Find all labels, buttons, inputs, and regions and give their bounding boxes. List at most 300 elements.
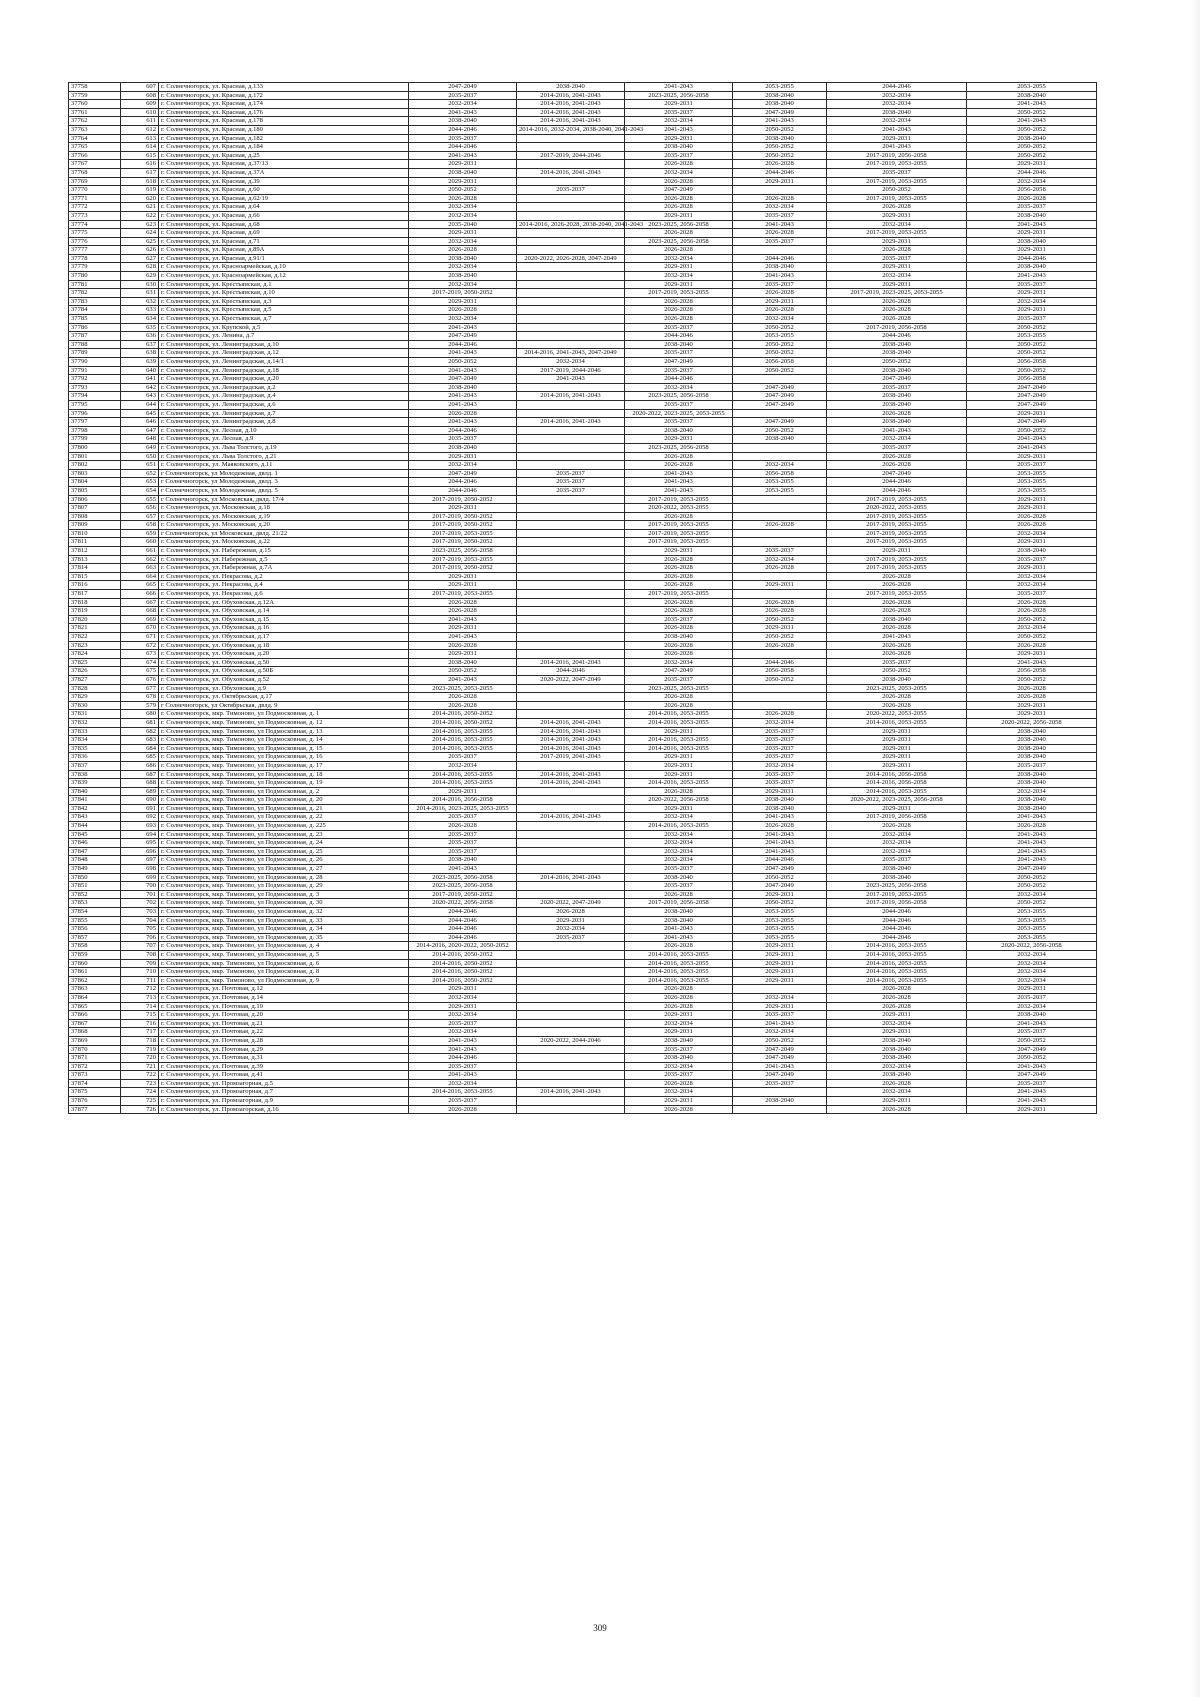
period-cell-6: 2041-2043: [967, 658, 1097, 667]
period-cell-3: 2026-2028: [625, 641, 733, 650]
period-cell-3: 2023-2025, 2056-2058: [625, 392, 733, 401]
period-cell-4: [733, 701, 827, 710]
table-row: [69, 1079, 1097, 1088]
number-cell: 617: [121, 168, 159, 177]
period-cell-5: 2026-2028: [827, 315, 967, 324]
address-cell: г. Солнечногорск, ул. Московская, д.19: [159, 512, 409, 521]
period-cell-4: 2041-2043: [733, 847, 827, 856]
period-cell-1: 2041-2043: [409, 1071, 517, 1080]
number-cell: 637: [121, 340, 159, 349]
period-cell-6: 2032-2034: [967, 787, 1097, 796]
period-cell-6: 2026-2028: [967, 693, 1097, 702]
period-cell-1: 2014-2016, 2053-2055: [409, 744, 517, 753]
period-cell-2: 2014-2016, 2041-2043: [517, 873, 625, 882]
period-cell-3: 2014-2016, 2053-2055: [625, 710, 733, 719]
period-cell-6: 2038-2040: [967, 744, 1097, 753]
period-cell-2: [517, 547, 625, 556]
period-cell-6: 2038-2040: [967, 804, 1097, 813]
period-cell-5: 2017-2019, 2053-2055: [827, 495, 967, 504]
period-cell-5: 2032-2034: [827, 272, 967, 281]
period-cell-5: 2029-2031: [827, 280, 967, 289]
number-cell: 699: [121, 873, 159, 882]
period-cell-4: 2038-2040: [733, 1097, 827, 1106]
table-row: [69, 211, 1097, 220]
number-cell: 687: [121, 770, 159, 779]
table-row: [69, 933, 1097, 942]
period-cell-5: 2026-2028: [827, 985, 967, 994]
period-cell-3: 2029-2031: [625, 435, 733, 444]
table-row: [69, 787, 1097, 796]
period-cell-4: [733, 650, 827, 659]
number-cell: 610: [121, 108, 159, 117]
object-id-cell: 37761: [69, 108, 121, 117]
period-cell-2: [517, 822, 625, 831]
table-row: [69, 443, 1097, 452]
period-cell-2: [517, 572, 625, 581]
period-cell-3: 2014-2016, 2053-2055: [625, 968, 733, 977]
table-row: [69, 684, 1097, 693]
number-cell: 709: [121, 959, 159, 968]
number-cell: 654: [121, 486, 159, 495]
object-id-cell: 37851: [69, 882, 121, 891]
period-cell-2: [517, 237, 625, 246]
period-cell-1: 2050-2052: [409, 358, 517, 367]
table-row: [69, 100, 1097, 109]
period-cell-2: [517, 409, 625, 418]
address-cell: г. Солнечногорск, ул. Красная, д.174: [159, 100, 409, 109]
period-cell-6: 2041-2043: [967, 856, 1097, 865]
period-cell-5: 2029-2031: [827, 727, 967, 736]
period-cell-5: 2017-2019, 2053-2055: [827, 564, 967, 573]
address-cell: г. Солнечногорск, ул. Набережная, д.7А: [159, 564, 409, 573]
address-cell: г. Солнечногорск, мкр. Тимоново, ул Подмосковная, д. 5: [159, 950, 409, 959]
period-cell-4: 2050-2052: [733, 615, 827, 624]
table-row: [69, 555, 1097, 564]
period-cell-6: 2029-2031: [967, 985, 1097, 994]
number-cell: 638: [121, 349, 159, 358]
table-row: [69, 976, 1097, 985]
number-cell: 725: [121, 1097, 159, 1106]
period-cell-1: 2032-2034: [409, 1011, 517, 1020]
table-row: [69, 469, 1097, 478]
number-cell: 612: [121, 125, 159, 134]
period-cell-1: 2035-2040: [409, 220, 517, 229]
table-row: [69, 504, 1097, 513]
period-cell-6: 2053-2055: [967, 332, 1097, 341]
period-cell-6: 2029-2031: [967, 289, 1097, 298]
period-cell-2: [517, 1105, 625, 1114]
object-id-cell: 37864: [69, 993, 121, 1002]
period-cell-4: 2035-2037: [733, 736, 827, 745]
period-cell-1: 2026-2028: [409, 607, 517, 616]
number-cell: 658: [121, 521, 159, 530]
period-cell-5: 2029-2031: [827, 804, 967, 813]
period-cell-3: 2026-2028: [625, 1105, 733, 1114]
table-row: [69, 753, 1097, 762]
table-row: [69, 478, 1097, 487]
period-cell-1: 2041-2043: [409, 418, 517, 427]
table-row: [69, 993, 1097, 1002]
period-cell-5: 2017-2019, 2056-2058: [827, 813, 967, 822]
object-id-cell: 37779: [69, 263, 121, 272]
object-id-cell: 37778: [69, 254, 121, 263]
object-id-cell: 37785: [69, 315, 121, 324]
period-cell-5: 2026-2028: [827, 693, 967, 702]
period-cell-6: 2044-2046: [967, 254, 1097, 263]
table-row: [69, 701, 1097, 710]
period-cell-3: 2026-2028: [625, 315, 733, 324]
address-cell: г Солнечногорск, ул Молодежная, двлд. 1: [159, 469, 409, 478]
address-cell: г. Солнечногорск, ул. Почтовая, д.22: [159, 1028, 409, 1037]
period-cell-5: 2017-2019, 2053-2055: [827, 194, 967, 203]
period-cell-2: [517, 443, 625, 452]
period-cell-6: 2035-2037: [967, 203, 1097, 212]
number-cell: 716: [121, 1019, 159, 1028]
period-cell-1: 2029-2031: [409, 160, 517, 169]
table-row: [69, 908, 1097, 917]
period-cell-2: 2014-2016, 2041-2043: [517, 736, 625, 745]
period-cell-5: 2035-2037: [827, 443, 967, 452]
period-cell-5: 2029-2031: [827, 263, 967, 272]
object-id-cell: 37819: [69, 607, 121, 616]
object-id-cell: 37782: [69, 289, 121, 298]
period-cell-2: [517, 1079, 625, 1088]
period-cell-3: 2044-2046: [625, 332, 733, 341]
number-cell: 628: [121, 263, 159, 272]
number-cell: 664: [121, 572, 159, 581]
number-cell: 704: [121, 916, 159, 925]
period-cell-1: 2029-2031: [409, 581, 517, 590]
period-cell-2: 2032-2034: [517, 358, 625, 367]
object-id-cell: 37802: [69, 461, 121, 470]
period-cell-5: 2032-2034: [827, 1062, 967, 1071]
period-cell-3: 2032-2034: [625, 839, 733, 848]
address-cell: г. Солнечногорск, ул. Красная, д.133: [159, 83, 409, 92]
period-cell-5: 2026-2028: [827, 306, 967, 315]
number-cell: 661: [121, 547, 159, 556]
period-cell-3: 2029-2031: [625, 280, 733, 289]
period-cell-1: 2014-2016, 2050-2052: [409, 976, 517, 985]
period-cell-6: 2050-2052: [967, 882, 1097, 891]
object-id-cell: 37835: [69, 744, 121, 753]
period-cell-1: 2041-2043: [409, 615, 517, 624]
period-cell-6: 2047-2049: [967, 383, 1097, 392]
object-id-cell: 37877: [69, 1105, 121, 1114]
object-id-cell: 37806: [69, 495, 121, 504]
address-cell: г. Солнечногорск, ул. Красная, д.172: [159, 91, 409, 100]
period-cell-6: 2050-2052: [967, 340, 1097, 349]
period-cell-4: [733, 538, 827, 547]
period-cell-1: 2044-2046: [409, 478, 517, 487]
period-cell-5: 2047-2049: [827, 375, 967, 384]
table-row: [69, 796, 1097, 805]
period-cell-6: 2032-2034: [967, 529, 1097, 538]
period-cell-5: 2038-2040: [827, 1036, 967, 1045]
period-cell-6: 2041-2043: [967, 1097, 1097, 1106]
period-cell-2: [517, 521, 625, 530]
period-cell-6: 2029-2031: [967, 701, 1097, 710]
number-cell: 691: [121, 804, 159, 813]
period-cell-3: 2044-2046: [625, 375, 733, 384]
object-id-cell: 37798: [69, 426, 121, 435]
period-cell-1: 2044-2046: [409, 486, 517, 495]
table-row: [69, 254, 1097, 263]
period-cell-6: 2035-2037: [967, 280, 1097, 289]
table-row: [69, 624, 1097, 633]
object-id-cell: 37768: [69, 168, 121, 177]
period-cell-5: 2029-2031: [827, 211, 967, 220]
table-row: [69, 942, 1097, 951]
address-cell: г. Солнечногорск, ул. Крестьянская, д.10: [159, 289, 409, 298]
table-row: [69, 633, 1097, 642]
period-cell-1: 2038-2040: [409, 383, 517, 392]
table-row: [69, 349, 1097, 358]
table-row: [69, 658, 1097, 667]
table-row: [69, 194, 1097, 203]
period-cell-4: 2035-2037: [733, 744, 827, 753]
address-cell: г. Солнечногорск, мкр. Тимоново, ул Подмосковная, д. 27: [159, 865, 409, 874]
object-id-cell: 37774: [69, 220, 121, 229]
period-cell-6: 2032-2034: [967, 950, 1097, 959]
period-cell-4: 2053-2055: [733, 478, 827, 487]
period-cell-3: 2026-2028: [625, 701, 733, 710]
address-cell: г. Солнечногорск, ул. Красная, д.66: [159, 211, 409, 220]
object-id-cell: 37833: [69, 727, 121, 736]
address-cell: г. Солнечногорск, ул. Обуховская, д.14: [159, 607, 409, 616]
object-id-cell: 37764: [69, 134, 121, 143]
object-id-cell: 37770: [69, 186, 121, 195]
period-cell-2: [517, 555, 625, 564]
period-cell-2: 2014-2016, 2041-2043: [517, 168, 625, 177]
period-cell-5: 2017-2019, 2053-2055: [827, 890, 967, 899]
period-cell-6: 2050-2052: [967, 1036, 1097, 1045]
period-cell-3: 2035-2037: [625, 349, 733, 358]
period-cell-5: 2044-2046: [827, 925, 967, 934]
address-cell: г. Солнечногорск, ул. Красная, д.37А: [159, 168, 409, 177]
period-cell-5: 2044-2046: [827, 83, 967, 92]
table-row: [69, 151, 1097, 160]
period-cell-5: 2017-2019, 2056-2058: [827, 899, 967, 908]
period-cell-2: [517, 1097, 625, 1106]
period-cell-4: 2032-2034: [733, 718, 827, 727]
period-cell-6: 2020-2022, 2056-2058: [967, 942, 1097, 951]
period-cell-2: 2020-2022, 2044-2046: [517, 1036, 625, 1045]
object-id-cell: 37858: [69, 942, 121, 951]
period-cell-4: 2029-2031: [733, 297, 827, 306]
number-cell: 611: [121, 117, 159, 126]
period-cell-1: 2014-2016, 2053-2055: [409, 770, 517, 779]
number-cell: 700: [121, 882, 159, 891]
period-cell-6: 2038-2040: [967, 237, 1097, 246]
number-cell: 686: [121, 761, 159, 770]
address-cell: г. Солнечногорск, ул. Красная, д.89А: [159, 246, 409, 255]
period-cell-3: 2026-2028: [625, 985, 733, 994]
period-cell-1: 2047-2049: [409, 83, 517, 92]
address-cell: г. Солнечногорск, мкр. Тимоново, ул Подмосковная, д. 2: [159, 787, 409, 796]
period-cell-5: 2044-2046: [827, 332, 967, 341]
table-row: [69, 186, 1097, 195]
number-cell: 711: [121, 976, 159, 985]
period-cell-5: 2041-2043: [827, 426, 967, 435]
period-cell-1: 2032-2034: [409, 461, 517, 470]
number-cell: 647: [121, 426, 159, 435]
period-cell-2: [517, 693, 625, 702]
period-cell-4: 2032-2034: [733, 461, 827, 470]
number-cell: 713: [121, 993, 159, 1002]
address-cell: г. Солнечногорск, ул. Почтовая, д.21: [159, 1019, 409, 1028]
number-cell: 710: [121, 968, 159, 977]
period-cell-1: 2032-2034: [409, 211, 517, 220]
address-cell: г Солнечногорск, ул Молодежная, двлд. 5: [159, 486, 409, 495]
period-cell-6: 2035-2037: [967, 993, 1097, 1002]
period-cell-1: 2035-2037: [409, 847, 517, 856]
period-cell-6: 2050-2052: [967, 1054, 1097, 1063]
period-cell-1: 2035-2037: [409, 753, 517, 762]
period-cell-6: 2050-2052: [967, 143, 1097, 152]
period-cell-2: [517, 839, 625, 848]
period-cell-3: 2032-2034: [625, 847, 733, 856]
table-row: [69, 272, 1097, 281]
number-cell: 608: [121, 91, 159, 100]
period-cell-4: 2041-2043: [733, 272, 827, 281]
period-cell-5: 2032-2034: [827, 100, 967, 109]
period-cell-4: 2044-2046: [733, 856, 827, 865]
period-cell-5: 2026-2028: [827, 650, 967, 659]
period-cell-1: 2044-2046: [409, 908, 517, 917]
object-id-cell: 37840: [69, 787, 121, 796]
object-id-cell: 37792: [69, 375, 121, 384]
address-cell: г. Солнечногорск, ул. Красная, д.180: [159, 125, 409, 134]
period-cell-6: 2029-2031: [967, 229, 1097, 238]
period-cell-4: 2050-2052: [733, 899, 827, 908]
period-cell-1: 2026-2028: [409, 641, 517, 650]
period-cell-4: 2035-2037: [733, 770, 827, 779]
period-cell-4: 2047-2049: [733, 418, 827, 427]
period-cell-5: 2017-2019, 2053-2055: [827, 229, 967, 238]
period-cell-2: [517, 229, 625, 238]
period-cell-1: 2029-2031: [409, 504, 517, 513]
period-cell-3: 2038-2040: [625, 908, 733, 917]
period-cell-6: 2050-2052: [967, 873, 1097, 882]
table-row: [69, 280, 1097, 289]
table-row: [69, 1105, 1097, 1114]
period-cell-1: 2041-2043: [409, 151, 517, 160]
period-cell-2: 2032-2034: [517, 925, 625, 934]
number-cell: 672: [121, 641, 159, 650]
number-cell: 690: [121, 796, 159, 805]
address-cell: г. Солнечногорск, мкр. Тимоново, ул Подмосковная, д. 34: [159, 925, 409, 934]
table-row: [69, 916, 1097, 925]
table-row: [69, 289, 1097, 298]
number-cell: 636: [121, 332, 159, 341]
period-cell-2: 2014-2016, 2041-2043: [517, 108, 625, 117]
object-id-cell: 37824: [69, 650, 121, 659]
period-cell-5: 2026-2028: [827, 452, 967, 461]
period-cell-6: 2050-2052: [967, 108, 1097, 117]
period-cell-5: 2017-2019, 2053-2055: [827, 538, 967, 547]
period-cell-4: 2032-2034: [733, 555, 827, 564]
number-cell: 668: [121, 607, 159, 616]
period-cell-6: 2038-2040: [967, 779, 1097, 788]
number-cell: 708: [121, 950, 159, 959]
address-cell: г. Солнечногорск, мкр. Тимоново, ул Подмосковная, д. 13: [159, 727, 409, 736]
period-cell-6: 2050-2052: [967, 899, 1097, 908]
period-cell-6: 2026-2028: [967, 684, 1097, 693]
period-cell-4: 2026-2028: [733, 160, 827, 169]
address-cell: г. Солнечногорск, ул. Ленинградская, д.6: [159, 400, 409, 409]
object-id-cell: 37809: [69, 521, 121, 530]
period-cell-5: 2038-2040: [827, 340, 967, 349]
address-cell: г. Солнечногорск, ул. Почтовая, д.41: [159, 1071, 409, 1080]
period-cell-3: 2029-2031: [625, 761, 733, 770]
table-row: [69, 125, 1097, 134]
period-cell-4: 2038-2040: [733, 796, 827, 805]
number-cell: 643: [121, 392, 159, 401]
period-cell-1: 2032-2034: [409, 1028, 517, 1037]
address-cell: г. Солнечногорск, ул. Почтовая, д.12: [159, 985, 409, 994]
period-cell-5: 2020-2022, 2053-2055: [827, 710, 967, 719]
period-cell-5: 2029-2031: [827, 1028, 967, 1037]
period-cell-4: [733, 452, 827, 461]
period-cell-2: [517, 650, 625, 659]
period-cell-1: 2026-2028: [409, 194, 517, 203]
period-cell-2: [517, 1045, 625, 1054]
period-cell-6: 2026-2028: [967, 607, 1097, 616]
period-cell-2: 2017-2019, 2041-2043: [517, 753, 625, 762]
table-row: [69, 1011, 1097, 1020]
period-cell-5: 2026-2028: [827, 701, 967, 710]
period-cell-5: 2044-2046: [827, 933, 967, 942]
address-cell: г. Солнечногорск, ул. Ленинградская, д.12: [159, 349, 409, 358]
address-cell: г Солнечногорск, ул Октябрьская, двлд. 9: [159, 701, 409, 710]
period-cell-3: 2026-2028: [625, 160, 733, 169]
object-id-cell: 37772: [69, 203, 121, 212]
period-cell-2: 2041-2043: [517, 375, 625, 384]
address-cell: г. Солнечногорск, ул. Льва Толстого, д.21: [159, 452, 409, 461]
period-cell-4: 2026-2028: [733, 710, 827, 719]
period-cell-4: 2035-2037: [733, 1011, 827, 1020]
period-cell-2: [517, 830, 625, 839]
period-cell-3: 2026-2028: [625, 942, 733, 951]
period-cell-3: 2038-2040: [625, 873, 733, 882]
period-cell-4: 2053-2055: [733, 925, 827, 934]
period-cell-5: 2026-2028: [827, 993, 967, 1002]
address-cell: г. Солнечногорск, ул. Маяковского, д.11: [159, 461, 409, 470]
period-cell-3: 2029-2031: [625, 547, 733, 556]
period-cell-1: 2041-2043: [409, 349, 517, 358]
table-row: [69, 1071, 1097, 1080]
number-cell: 630: [121, 280, 159, 289]
number-cell: 681: [121, 718, 159, 727]
address-cell: г. Солнечногорск, ул. Красная, д.71: [159, 237, 409, 246]
period-cell-5: 2044-2046: [827, 916, 967, 925]
period-cell-1: 2026-2028: [409, 822, 517, 831]
object-id-cell: 37829: [69, 693, 121, 702]
address-cell: г. Солнечногорск, ул. Красная, д.60: [159, 186, 409, 195]
number-cell: 652: [121, 469, 159, 478]
period-cell-6: 2041-2043: [967, 443, 1097, 452]
object-id-cell: 37777: [69, 246, 121, 255]
period-cell-3: 2038-2040: [625, 426, 733, 435]
table-row: [69, 83, 1097, 92]
address-cell: г. Солнечногорск, мкр. Тимоново, ул Подмосковная, д. 24: [159, 839, 409, 848]
period-cell-3: 2026-2028: [625, 564, 733, 573]
period-cell-4: 2041-2043: [733, 1019, 827, 1028]
period-cell-5: 2026-2028: [827, 409, 967, 418]
page-number: 309: [593, 1623, 607, 1633]
period-cell-3: 2026-2028: [625, 693, 733, 702]
period-cell-3: 2026-2028: [625, 1002, 733, 1011]
